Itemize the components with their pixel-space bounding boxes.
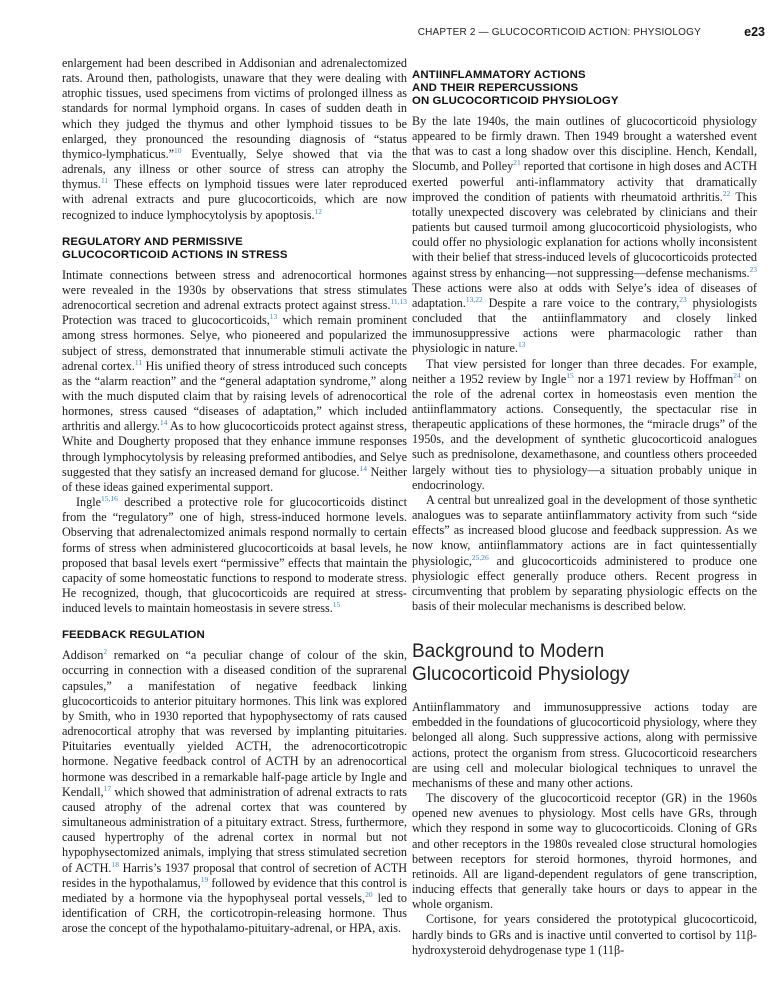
section-title-background: Background to Modern Glucocorticoid Physiology	[412, 641, 630, 686]
page-number: e23	[744, 25, 765, 39]
chapter-title: CHAPTER 2 — GLUCOCORTICOID ACTION: PHYSIOLOGY	[417, 27, 701, 38]
citation-ref[interactable]: 25,26	[471, 552, 489, 562]
citation-ref[interactable]: 17	[103, 783, 112, 793]
paragraph-cortisone-conversion: Cortisone, for years considered the prototypical glucocorticoid, hardly binds to GRs and is inactive until converted to cortisol by 11β-hydroxysteroid dehydrogenase type 1 (11β-	[412, 912, 757, 957]
paragraph-view-persisted: That view persisted for longer than three decades. For example, neither a 1952 review by Ingle$^{15}$ nor a 1971 review by Hoffman$^{24}$ on the role of the adrenal cortex in homeostasis even mention the antiinflammatory actions. Consequently, the spectacular rise in therapeutic applications of these hormones, the “miracle drugs” of the 1950s, and the development of synthetic glucocorticoid analogues such as prednisolone, dexamethasone, and countless others proceeded largely without ties to physiology—a situation probably unique in endocrinology.	[412, 356, 758, 492]
paragraph-thymus: enlargement had been described in Addisonian and adrenalectomized rats. Around then, pathologists, unaware that they were dealing with atrophic tissues, used specimens from victims of prolonged illness as standards for normal lymphoid organs. In cases of sudden death in which they judged the thymus and other lymphoid tissues to be enlarged, they pronounced the resounding diagnosis of “status thymico-lymphaticus.”$^{10}$ Eventually, Selye showed that via the adrenals, any illness or other source of stress can atrophy the thymus.$^{11}$ These effects on lymphoid tissues were later reproduced with adrenal extracts and pure glucocorticoids, which are now recognized to induce lymphocytolysis by apoptosis.$^{12}$	[62, 56, 407, 222]
citation-ref[interactable]: 13	[269, 312, 278, 322]
citation-ref[interactable]: 13	[517, 340, 526, 350]
paragraph-cortisone-discovery: By the late 1940s, the main outlines of glucocorticoid physiology appeared to be firmly drawn. Then 1949 brought a watershed event that was to cast a long shadow over this discipline. Hench, Kendall, Slocumb, and Polley$^{21}$ reported that cortisone in high doses and ACTH exerted powerful anti-inflammatory activity that dramatically improved the condition of patients with rheumatoid arthritis.$^{22}$ This totally unexpected discovery was celebrated by clinicians and their patients but caused turmoil among glucocorticoid physiologists, who could offer no physiologic explanation for actions wholly inconsistent with their belief that stress-induced levels of glucocorticoids protected against stress by enhancing—not suppressing—defense mechanisms.$^{23}$ These actions were also at odds with Selye’s idea of diseases of adaptation.$^{13,22}$ Despite a rare voice to the contrary,$^{23}$ physiologists concluded that the antiinflammatory and closely linked immunosuppressive actions were pharmacologic rather than physiologic in nature.$^{13}$	[412, 114, 757, 356]
citation-ref[interactable]: 22	[722, 188, 731, 198]
paragraph-stress: Intimate connections between stress and adrenocortical hormones were revealed in the 1930s by observations that stress stimulates adrenocortical secretion and adrenal extracts protect against stress.$^{11,13}$ Protection was traced to glucocorticoids,$^{13}$ which remain prominent among stress hormones. Selye, who pioneered and popularized the subject of stress, demonstrated that innumerable stimuli activate the adrenal cortex.$^{11}$ His unified theory of stress introduced such concepts as the “alarm reaction” and the “general adaptation syndrome,” along with the much disputed claim that by raising levels of adrenocortical hormones, stress caused “diseases of adaptation,” which included arthritis and allergy.$^{14}$ As to how glucocorticoids protect against stress, White and Dougherty proposed that they enhance immune responses through lymphocytolysis by releasing preformed antibodies, and Selye suggested that they satisfy an increased demand for glucose.$^{14}$ Neither of these ideas gained experimental support.	[62, 267, 407, 494]
citation-ref[interactable]: 11	[100, 176, 109, 186]
citation-ref[interactable]: 11	[134, 357, 143, 367]
section-heading-feedback: FEEDBACK REGULATION	[62, 629, 205, 642]
citation-ref[interactable]: 10	[174, 145, 182, 155]
paragraph-background: Antiinflammatory and immunosuppressive actions today are embedded in the foundations of glucocorticoid physiology, where they belonged all along. Such suppressive actions, along with permissive actions, protect the organism from stress. Glucocorticoid researchers are using cell and molecular biological techniques to unravel the mechanisms of these and many other actions.	[412, 700, 757, 790]
citation-ref[interactable]: 14	[359, 463, 367, 473]
citation-ref[interactable]: 15,16	[101, 494, 118, 503]
citation-ref[interactable]: 18	[111, 859, 119, 869]
citation-ref[interactable]: 21	[513, 158, 521, 168]
citation-ref[interactable]: 20	[365, 889, 373, 899]
paragraph-feedback: Addison$^2$ remarked on “a peculiar change of colour of the skin, occurring in connection with a diseased condition of the suprarenal capsules,” a manifestation of negative feedback linking glucocorticoids to anterior pituitary hormones. This link was explored by Smith, who in 1930 reported that hypophysectomy of rats caused adrenocortical atrophy that was reversed by implanting pituitaries. Pituitaries eventually yielded ACTH, the adrenocorticotropic hormone. Negative feedback control of ACTH by an adrenocortical hormone was described in a remarkable half-page article by Ingle and Kendall,$^{17}$ which showed that administration of adrenal extracts to rats caused atrophy of the adrenal cortex that was countered by simultaneous administration of a pituitary extract. Stress, furthermore, caused hypertrophy of the adrenal cortex in normal but not hypophysectomized animals, implying that stress stimulated secretion of ACTH.$^{18}$ Harris’s 1937 proposal that control of secretion of ACTH resides in the hypothalamus,$^{19}$ followed by evidence that this control is mediated by a hormone via the hypophyseal portal vessels,$^{20}$ led to identification of CRH, the corticotropin-releasing hormone. Thus arose the concept of the hypothalamo-pituitary-adrenal, or HPA, axis.	[62, 647, 408, 936]
citation-ref[interactable]: 14	[159, 418, 168, 428]
citation-ref[interactable]: 2	[103, 647, 108, 657]
citation-ref[interactable]: 15	[332, 600, 341, 610]
citation-ref[interactable]: 23	[679, 294, 687, 304]
paragraph-permissive: Ingle$^{15,16}$ described a protective role for glucocorticoids distinct from the “regulatory” one of high, stress-induced hormone levels. Observing that adrenalectomized animals respond normally to certain forms of stress when administered glucocorticoids at basal levels, he proposed that basal levels exert “permissive” effects that maintain the capacity of some homeostatic functions to respond to moderate stress. He recognized, though, that glucocorticoids are required at stress-induced levels to maintain homeostasis in severe stress.$^{15}$	[62, 494, 407, 616]
left-column	[62, 56, 407, 936]
citation-ref[interactable]: 12	[314, 206, 323, 216]
section-heading-antiinflammatory: ANTIINFLAMMATORY ACTIONS AND THEIR REPERCUSSIONS ON GLUCOCORTICOID PHYSIOLOGY	[412, 69, 619, 107]
paragraph-receptor-discovery: The discovery of the glucocorticoid receptor (GR) in the 1960s opened new avenues to physiology. Most cells have GRs, through which they respond in some way to glucocorticoids. Cloning of GRs and other receptors in the 1980s revealed close structural homologies between receptors for steroid hormones, thyroid hormones, and retinoids. All are ligand-dependent regulators of gene transcription, inducing effects that generally take hours or days to appear in the whole organism.	[412, 791, 757, 912]
citation-ref[interactable]: 13,22	[465, 294, 483, 304]
citation-ref[interactable]: 24	[733, 370, 741, 380]
section-heading-regulatory: REGULATORY AND PERMISSIVE GLUCOCORTICOID ACTIONS IN STRESS	[62, 235, 288, 261]
paragraph-synthetic-analogues: A central but unrealized goal in the development of those synthetic analogues was to separate antiinflammatory activity from such “side effects” as increased blood glucose and feedback suppression. As we now know, antiinflammatory actions are in fact quintessentially physiologic,$^{25,26}$ and glucocorticoids administered to produce one physiologic effect generally produce others. Recent progress in circumventing that problem by separating physiologic effects on the basis of their molecular mechanisms is described below.	[412, 492, 757, 613]
citation-ref[interactable]: 15	[566, 370, 574, 380]
citation-ref[interactable]: 11,13	[390, 296, 407, 306]
running-head	[0, 25, 781, 43]
citation-ref[interactable]: 19	[200, 874, 209, 884]
right-column	[412, 56, 757, 958]
citation-ref[interactable]: 23	[749, 264, 757, 274]
